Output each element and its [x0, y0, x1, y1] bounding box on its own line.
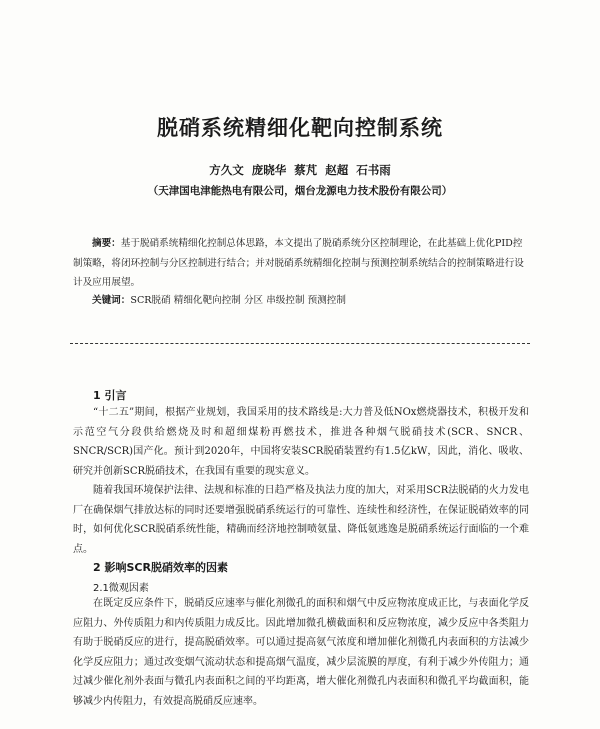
paper-title: 脱硝系统精细化靶向控制系统 [157, 116, 443, 140]
author-list: 方久文 庞晓华 蔡芃 赵超 石书雨 [209, 163, 391, 177]
abstract-text: 基于脱硝系统精细化控制总体思路，本文提出了脱硝系统分区控制理论，在此基础上优化PID控制策略，将闭环控制与分区控制进行结合；并对脱硝系统精细化控制与预测控制系统结合的控制策略进行设计及应用展望。 [73, 238, 524, 288]
section-heading-introduction: 1 引言 [93, 389, 127, 402]
abstract-label: 摘要： [92, 238, 121, 249]
section-divider [70, 343, 530, 344]
affiliation: （天津国电津能热电有限公司，烟台龙源电力技术股份有限公司） [147, 185, 453, 197]
keywords-text: SCR脱硝 精细化靶向控制 分区 串级控制 预测控制 [130, 295, 346, 306]
intro-paragraph-1: “十二五”期间，根据产业规划，我国采用的技术路线是:大力普及低NOx燃烧器技术，积极开发和示范空气分段供给燃烧及时和超细煤粉再燃技术，推进各种烟气脱硝技术(SCR、SNCR、SNCR/SCR)国产化。预计到2020年，中国将安装SCR脱硝装置约有1.5亿kW，因此，消化、吸收、研究并创新SCR脱硝技术，在我国有重要的现实意义。 [73, 407, 529, 477]
keywords [92, 291, 532, 310]
keywords-label: 关键词： [92, 295, 131, 306]
section-heading-factors: 2 影响SCR脱硝效率的因素 [93, 561, 228, 574]
subsection-heading-micro: 2.1微观因素 [93, 583, 149, 594]
factors-paragraph-1: 在既定反应条件下，脱硝反应速率与催化剂微孔的面积和烟气中反应物浓度成正比，与表面化学反应阻力、外传质阻力和内传质阻力成反比。因此增加微孔横截面积和反应物浓度，减少反应中各类阻力有助于脱硝反应的进行，提高脱硝效率。可以通过提高氨气浓度和增加催化剂微孔内表面积的方法减少化学反应阻力；通过改变烟气流动状态和提高烟气温度，减少层流膜的厚度，有利于减少外传阻力；通过减少催化剂外表面与微孔内表面积之间的平均距离，增大催化剂微孔内表面积和微孔平均截面积，能够减少内传阻力，有效提高脱硝反应速率。 [73, 598, 529, 707]
intro-paragraph-2: 随着我国环境保护法律、法规和标准的日趋严格及执法力度的加大，对采用SCR法脱硝的火力发电厂在确保烟气排放达标的同时还要增强脱硝系统运行的可靠性、连续性和经济性，在保证脱硝效率的同时，如何优化SCR脱硝系统性能，精确而经济地控制喷氨量、降低氨逃逸是脱硝系统运行面临的一个难点。 [73, 485, 529, 555]
abstract [73, 234, 529, 293]
